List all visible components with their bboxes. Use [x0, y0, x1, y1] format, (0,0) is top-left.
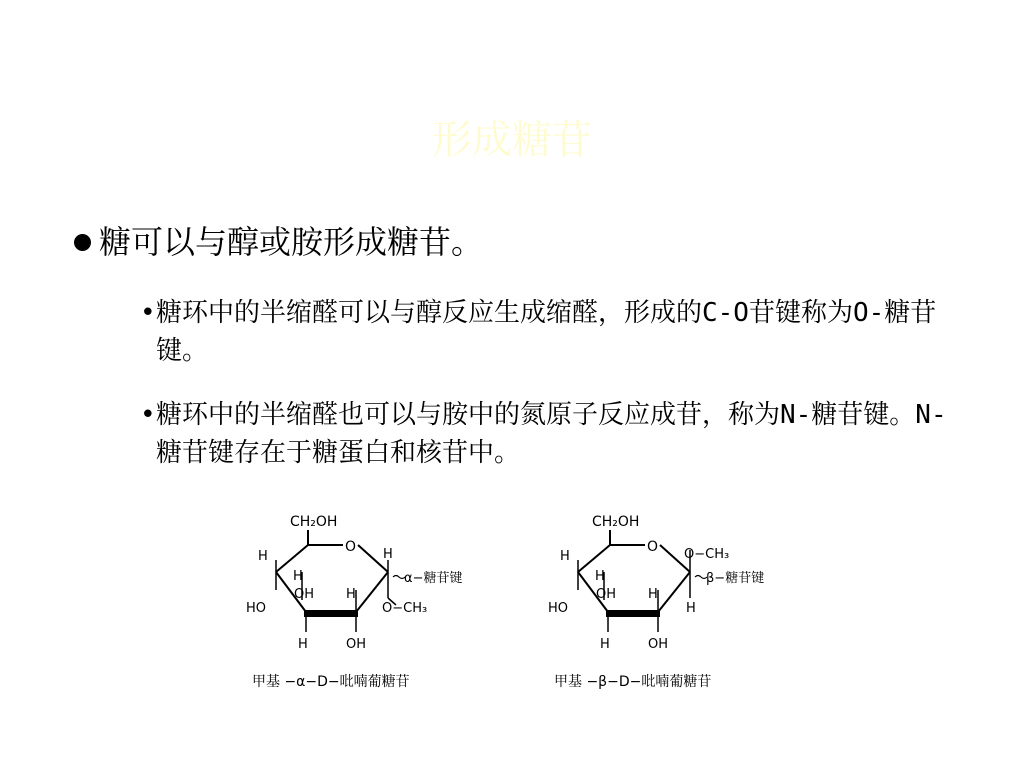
h-label: H — [383, 547, 393, 562]
ho-label: HO — [548, 601, 569, 616]
h-label: H — [346, 587, 356, 602]
ring-oxygen-label: O — [647, 539, 659, 555]
h-label: H — [560, 549, 570, 564]
h-label: H — [686, 601, 696, 616]
alpha-caption: 甲基 −α−D−吡喃葡糖苷 — [252, 674, 410, 690]
oh-label: OH — [648, 637, 669, 652]
main-bullet-text: 糖可以与醇或胺形成糖苷。 — [99, 223, 484, 261]
ch2oh-label: CH₂OH — [290, 514, 338, 530]
h-label: H — [648, 587, 658, 602]
h-label: H — [298, 637, 308, 652]
och3-label: O−CH₃ — [684, 547, 730, 562]
sub-bullet-o-glycoside — [140, 294, 960, 370]
och3-label: O−CH₃ — [382, 601, 428, 616]
h-label: H — [595, 569, 605, 584]
oh-label: OH — [294, 587, 315, 602]
main-bullet — [74, 222, 483, 262]
sub-bullet-text: 糖环中的半缩醛可以与醇反应生成缩醛，形成的C-O苷键称为O-糖苷键。 — [156, 298, 937, 366]
beta-methyl-glucopyranoside-diagram — [540, 500, 810, 700]
ring-oxygen-label: O — [345, 539, 357, 555]
h-label: H — [600, 637, 610, 652]
oh-label: OH — [346, 637, 367, 652]
alpha-methyl-glucopyranoside-diagram — [238, 500, 508, 700]
sub-bullet-mark: • — [140, 400, 156, 430]
h-label: H — [293, 569, 303, 584]
slide-title: 形成糖苷 — [432, 117, 592, 163]
oh-label: OH — [596, 587, 617, 602]
sub-bullet-mark: • — [140, 298, 156, 328]
sub-bullet-n-glycoside — [140, 396, 960, 472]
ho-label: HO — [246, 601, 267, 616]
h-label: H — [258, 549, 268, 564]
bullet-dot-icon — [74, 234, 91, 251]
ch2oh-label: CH₂OH — [592, 514, 640, 530]
alpha-bond-label: α−糖苷键 — [404, 571, 463, 586]
beta-caption: 甲基 −β−D−吡喃葡糖苷 — [554, 674, 712, 690]
sub-bullet-text: 糖环中的半缩醛也可以与胺中的氮原子反应成苷，称为N-糖苷键。N-糖苷键存在于糖蛋白和核苷中。 — [156, 400, 947, 468]
beta-bond-label: β−糖苷键 — [706, 571, 765, 586]
